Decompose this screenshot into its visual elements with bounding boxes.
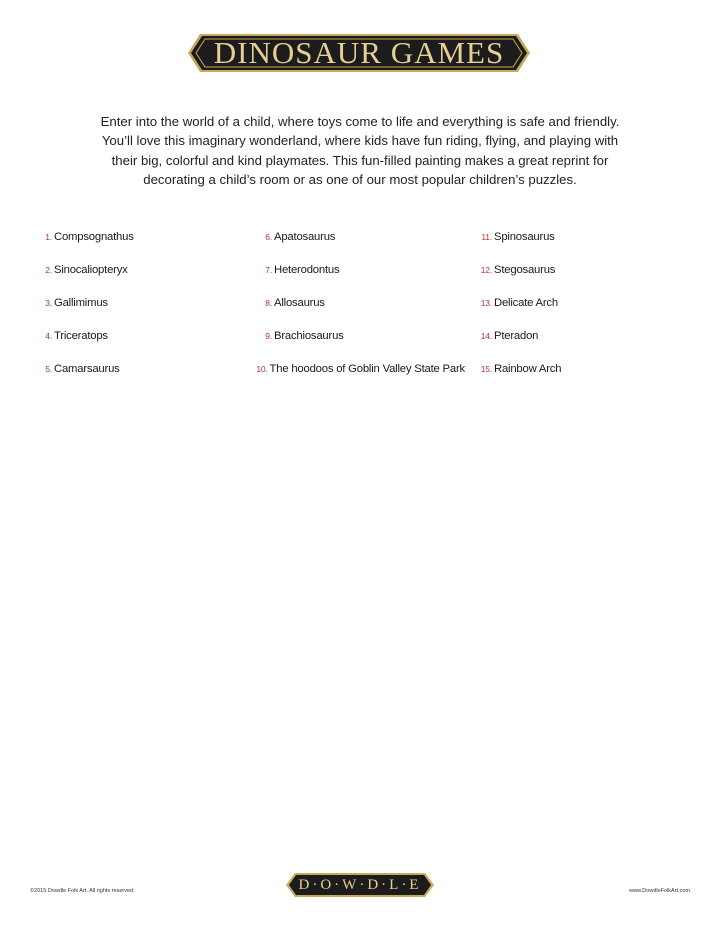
item-name: Pteradon [494,330,539,342]
item-number: 2. [45,265,52,275]
item-name: Gallimimus [54,297,108,309]
list-item [30,292,240,325]
item-number: 1. [45,232,52,242]
item-name: Spinosaurus [494,231,555,243]
website-url[interactable]: www.DowdleFolkArt.com [629,888,690,894]
dowdle-logo [285,872,435,898]
item-number: 13. [480,298,492,308]
item-number: 9. [265,331,272,341]
dinosaur-list-column-1 [30,226,240,391]
item-name: The hoodoos of Goblin Valley State Park [269,363,465,375]
list-item [30,226,240,259]
item-name: Delicate Arch [494,297,558,309]
list-item [470,325,670,358]
list-item [250,358,465,391]
item-name: Camarsaurus [54,363,120,375]
item-name: Compsognathus [54,231,134,243]
item-name: Sinocaliopteryx [54,264,128,276]
list-item [470,292,670,325]
dinosaur-list-column-2 [250,226,465,391]
list-item [30,325,240,358]
item-number: 5. [45,364,52,374]
page-title: DINOSAUR GAMES [213,35,505,70]
item-name: Heterodontus [274,264,340,276]
item-number: 10. [256,364,268,374]
logo-wordmark: D·O·W·D·L·E [298,877,422,893]
list-item [250,226,465,259]
list-item [470,259,670,292]
item-name: Allosaurus [274,297,325,309]
title-banner [186,32,532,74]
item-name: Triceratops [54,330,108,342]
list-item [250,259,465,292]
item-number: 7. [265,265,272,275]
item-name: Stegosaurus [494,264,556,276]
item-name: Apatosaurus [274,231,336,243]
item-number: 3. [45,298,52,308]
item-number: 12. [480,265,492,275]
item-name: Brachiosaurus [274,330,344,342]
list-item [250,292,465,325]
list-item [250,325,465,358]
item-number: 4. [45,331,52,341]
copyright-notice: ©2015 Dowdle Folk Art. All rights reserved. [30,888,135,894]
dinosaur-list-column-3 [470,226,670,391]
list-item [30,358,240,391]
list-item [30,259,240,292]
item-number: 15. [480,364,492,374]
item-number: 11. [481,232,492,242]
list-item [470,358,670,391]
item-number: 6. [265,232,272,242]
item-number: 14. [480,331,492,341]
list-item [470,226,670,259]
intro-paragraph: Enter into the world of a child, where toys come to life and everything is safe and friendly. You’ll love this imaginary wonderland, where kids have fun riding, flying, and playing with their big, colorful and kind playmates. This fun-filled painting makes a great reprint for decorating a child’s room or as one of our most popular children’s puzzles. [100,114,620,187]
item-name: Rainbow Arch [494,363,562,375]
item-number: 8. [265,298,272,308]
